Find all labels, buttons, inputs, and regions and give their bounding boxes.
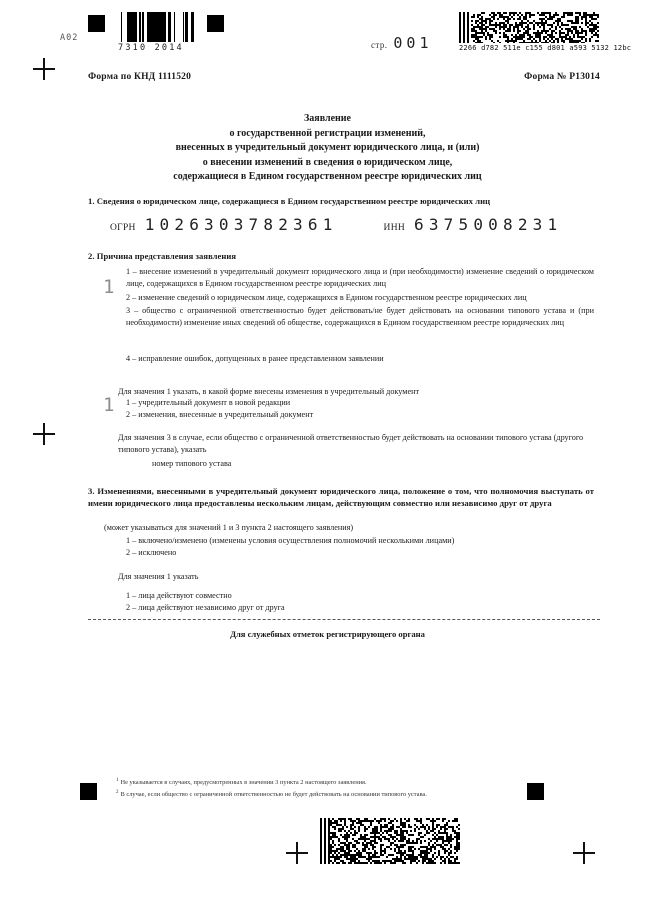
inn-label: ИНН bbox=[383, 223, 406, 233]
anchor-square-icon bbox=[207, 15, 224, 32]
section-2-option-1[interactable]: 1 – внесение изменений в учредительный документ юридического лица и (при необходимости) изменение сведений о юридическом лице, содержащихся в Едином государственном реестре юридических лиц bbox=[126, 267, 594, 288]
crop-mark-icon bbox=[286, 842, 308, 864]
title-line-3: внесенных в учредительный документ юридического лица, и (или) bbox=[175, 142, 480, 153]
anchor-square-icon bbox=[88, 15, 105, 32]
footnote-2: $^2$ В случае, если общество с ограниченной ответственностью не будет действовать на основании типового устава. bbox=[116, 789, 427, 798]
section-3-sub-option-2[interactable]: 2 – лица действуют независимо друг от друга bbox=[126, 603, 285, 612]
ogrn-value[interactable]: 1026303782361 bbox=[144, 215, 338, 234]
sheet-code-label: A02 bbox=[60, 33, 79, 43]
section-2-reason-value[interactable]: 1 bbox=[103, 276, 115, 298]
section-divider bbox=[88, 619, 600, 620]
footnote-1-text: Не указывается в случаях, предусмотренных в значении 3 пункта 2 настоящего заявления. bbox=[120, 779, 367, 787]
barcode-2d bbox=[459, 12, 631, 52]
barcode-1d-digits: 7310 2014 bbox=[118, 43, 184, 53]
footnote-2-text: В случае, если общество с ограниченной ответственностью не будет действовать на основании типового устава. bbox=[120, 790, 427, 798]
page-number-label: стр. bbox=[371, 40, 388, 50]
footnote-1: $^1$ Не указывается в случаях, предусмотренных в значении 3 пункта 2 настоящего заявления. bbox=[116, 778, 367, 787]
section-3-sub-option-1[interactable]: 1 – лица действуют совместно bbox=[126, 591, 232, 600]
section-3-sub-prompt: Для значения 1 указать bbox=[118, 572, 199, 581]
entity-identifiers-row bbox=[110, 215, 562, 234]
section-2-sub2-prompt: Для значения 3 в случае, если общество с ограниченной ответственностью будет действовать на основании типового устава (другого типового устава), указать bbox=[118, 433, 584, 454]
inn-value[interactable]: 6375008231 bbox=[414, 215, 563, 234]
crop-mark-icon bbox=[573, 842, 595, 864]
section-2-sub1-value[interactable]: 1 bbox=[103, 394, 115, 416]
section-2-sub1-option-1[interactable]: 1 – учредительный документ в новой редакции bbox=[126, 398, 291, 407]
ogrn-label: ОГРН bbox=[110, 223, 136, 233]
page-number bbox=[371, 34, 432, 53]
section-2-option-2[interactable]: 2 – изменение сведений о юридическом лице, содержащихся в Едином государственном реестре юридических лиц bbox=[126, 293, 527, 302]
page-number-value: 001 bbox=[393, 34, 433, 52]
section-3-note: (может указываться для значений 1 и 3 пункта 2 настоящего заявления) bbox=[104, 523, 354, 532]
crop-mark-icon bbox=[33, 423, 55, 445]
section-3-option-1[interactable]: 1 – включено/изменено (изменены условия осуществления полномочий несколькими лицами) bbox=[126, 536, 455, 545]
barcode-2d-bottom-icon bbox=[320, 818, 460, 864]
section-3-heading: 3. Изменениями, внесенными в учредительный документ юридического лица, положение о том, что полномочия выступать от имени юридического лица предоставлены нескольким лицам, действующим совместно или независимо друг от друга bbox=[88, 486, 594, 508]
section-2-option-4[interactable]: 4 – исправление ошибок, допущенных в ранее представленном заявлении bbox=[126, 354, 384, 363]
section-2-typical-charter-number-label: номер типового устава bbox=[152, 459, 232, 468]
title-line-1: Заявление bbox=[304, 113, 351, 124]
anchor-square-icon bbox=[80, 783, 97, 800]
section-2-sub1-prompt: Для значения 1 указать, в какой форме внесены изменения в учредительный документ bbox=[118, 387, 420, 396]
section-2-option-3[interactable]: 3 – общество с ограниченной ответственностью будет действовать/не будет действовать на основании типового устава и (при необходимости) изменение иных сведений об обществе, содержащихся в Едином государственном реестре юридических лиц bbox=[126, 306, 594, 327]
title-line-2: о государственной регистрации изменений, bbox=[229, 127, 426, 139]
form-knd-code: Форма по КНД 1111520 bbox=[88, 72, 192, 82]
service-marks-heading: Для служебных отметок регистрирующего органа bbox=[230, 629, 425, 639]
barcode-1d-icon bbox=[116, 12, 201, 42]
section-3-option-2[interactable]: 2 – исключено bbox=[126, 548, 177, 557]
section-2-sub1-option-2[interactable]: 2 – изменения, внесенные в учредительный документ bbox=[126, 410, 314, 419]
title-line-5: содержащиеся в Едином государственном реестре юридических лиц bbox=[173, 171, 482, 182]
section-1-heading: 1. Сведения о юридическом лице, содержащиеся в Едином государственном реестре юридических лиц bbox=[88, 196, 491, 206]
barcode-2d-text: 2266 d782 511e c155 d801 a593 5132 12bc bbox=[459, 44, 632, 52]
form-number-code: Форма № Р13014 bbox=[524, 72, 600, 82]
barcode-2d-icon bbox=[459, 12, 600, 43]
section-2-heading: 2. Причина представления заявления bbox=[88, 251, 237, 261]
footnotes bbox=[116, 776, 546, 799]
page-title bbox=[55, 112, 600, 185]
title-line-4: о внесении изменений в сведения о юридическом лице, bbox=[202, 156, 453, 168]
crop-mark-icon bbox=[33, 58, 55, 80]
